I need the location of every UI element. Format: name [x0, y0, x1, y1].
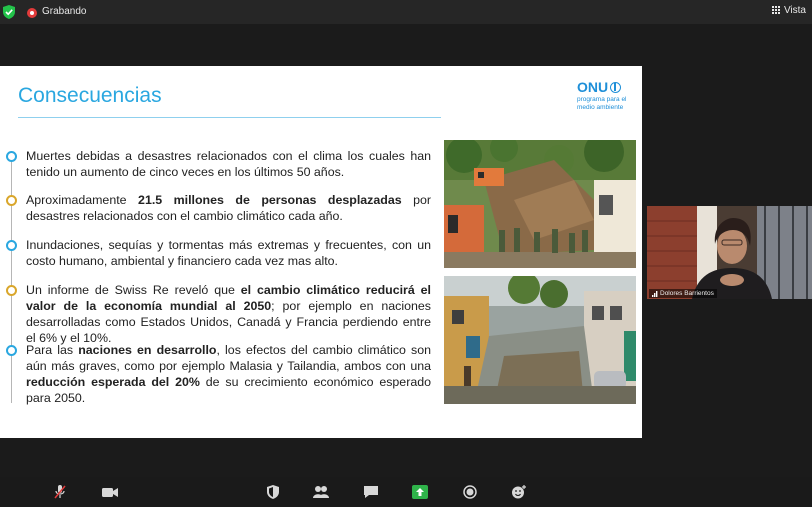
bullet-text-2: Aproximadamente 21.5 millones de personas desplazadas por desastres relacionados con el cambio climático cada año.	[26, 193, 431, 223]
view-button[interactable]	[772, 5, 806, 16]
bullet-text-1: Muertes debidas a desastres relacionados con el clima los cuales han tenido un aumento de cinco veces en los últimos 50 años.	[26, 149, 431, 179]
participant-name: Dolores Barrientos	[660, 290, 714, 297]
logo-line-1: programa para el	[577, 96, 627, 103]
logo-line-2: medio ambiente	[577, 104, 624, 111]
un-globe-icon	[610, 82, 621, 93]
meeting-top-bar	[0, 0, 812, 24]
reactions-icon[interactable]	[511, 485, 527, 499]
bullet-marker-4	[6, 285, 17, 296]
muted-microphone-icon[interactable]	[52, 485, 68, 499]
bullet-marker-1	[6, 151, 17, 162]
participant-name-tag	[649, 289, 717, 298]
recording-icon[interactable]	[27, 8, 37, 18]
bullet-text-4: Un informe de Swiss Re reveló que el cambio climático reducirá el valor de la economía mundial al 2050; por ejemplo en naciones desarrolladas como Estados Unidos, Canadá y Francia perdiendo entre el 6% y el 10%.	[26, 283, 431, 345]
record-icon[interactable]	[462, 485, 478, 499]
logo-main-text: ONU	[577, 79, 609, 95]
video-camera-icon[interactable]	[102, 485, 118, 499]
signal-bars-icon	[652, 291, 658, 297]
chat-icon[interactable]	[363, 485, 379, 499]
slide-title: Consecuencias	[18, 84, 162, 107]
shared-slide	[0, 66, 642, 438]
bullet-timeline	[11, 153, 12, 403]
title-divider	[18, 117, 441, 118]
bullet-text-5: Para las naciones en desarrollo, los efectos del cambio climático son aún más graves, como por ejemplo Malasia y Tailandia, ambos con una reducción esperada del 20% de su crecimiento económico esperado para 2050.	[26, 343, 431, 405]
meeting-toolbar	[0, 477, 812, 507]
bullet-marker-3	[6, 240, 17, 251]
grid-view-icon	[772, 6, 781, 15]
participants-icon[interactable]	[313, 485, 329, 499]
share-screen-icon[interactable]	[412, 485, 428, 499]
bullet-marker-2	[6, 195, 17, 206]
flooded-street-photo	[444, 276, 636, 404]
security-shield-icon[interactable]	[3, 5, 15, 19]
view-label: Vista	[783, 5, 806, 16]
security-icon[interactable]	[265, 485, 281, 499]
unep-logo	[577, 79, 633, 111]
recording-label: Grabando	[42, 6, 87, 17]
participant-video-tile[interactable]	[647, 206, 812, 299]
landslide-photo	[444, 140, 636, 268]
bullet-marker-5	[6, 345, 17, 356]
bullet-text-3: Inundaciones, sequías y tormentas más extremas y frecuentes, con un costo humano, ambiental y financiero cada vez mas alto.	[26, 238, 431, 268]
